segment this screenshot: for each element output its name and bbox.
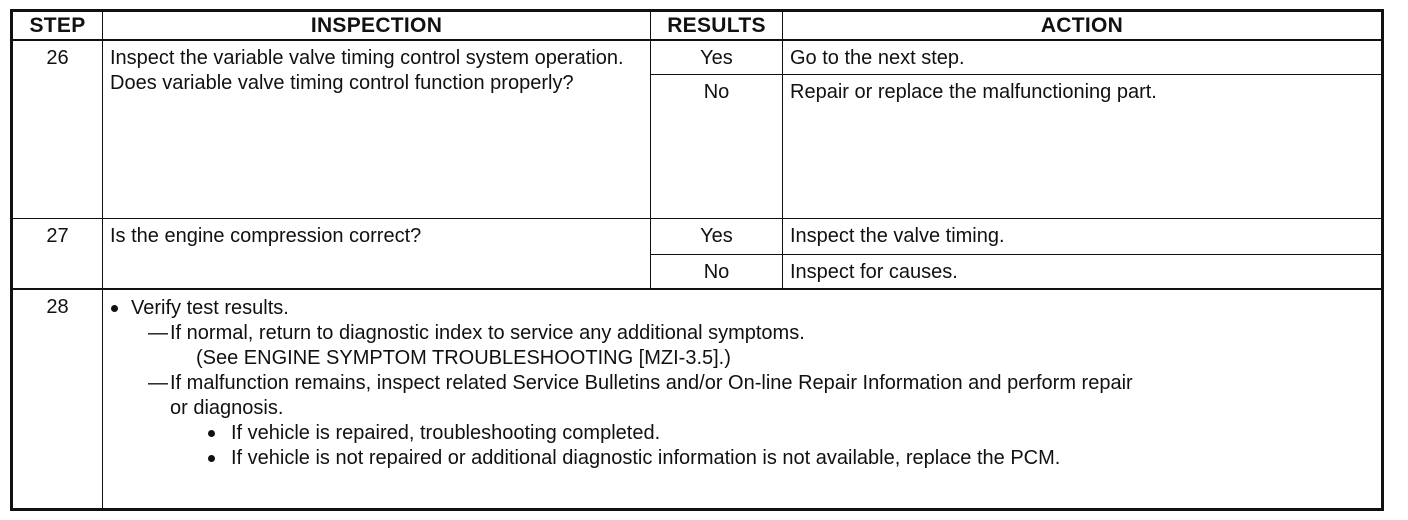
header-results: RESULTS [651,12,783,41]
result-no: No [651,75,783,219]
result-yes: Yes [651,219,783,255]
action-text: Inspect for causes. [783,255,1382,290]
inspection-question: Does variable valve timing control function properly? [110,72,574,94]
malfunction-text-continued: or diagnosis. [170,397,284,419]
repaired-text: If vehicle is repaired, troubleshooting completed. [231,422,661,444]
final-step-content [103,289,1382,509]
bullet-icon [208,455,215,462]
troubleshooting-table [12,11,1382,509]
header-action: ACTION [783,12,1382,41]
not-repaired-text: If vehicle is not repaired or additional diagnostic information is not available, replace the PCM. [231,447,1061,469]
not-repaired-bullet [148,446,1371,471]
verify-text: Verify test results. [131,297,289,319]
step-number-28: 28 [13,289,103,509]
malfunction-text: If malfunction remains, inspect related Service Bulletins and/or On-line Repair Information and perform repair [170,372,1133,394]
inspection-text: Inspect the variable valve timing control system operation. [110,47,624,69]
normal-text: If normal, return to diagnostic index to service any additional symptoms. [170,322,805,344]
dash-icon: — [148,322,168,344]
malfunction-branch [111,371,1371,471]
action-text: Repair or replace the malfunctioning part. [783,75,1382,219]
result-yes: Yes [651,40,783,75]
table-row-step-27-yes [13,219,1382,255]
header-inspection: INSPECTION [103,12,651,41]
inspection-question: Is the engine compression correct? [110,225,422,247]
reference-link-text: (See ENGINE SYMPTOM TROUBLESHOOTING [MZI-3.5].) [196,347,731,369]
bullet-icon [111,305,118,312]
header-row [13,12,1382,41]
header-step: STEP [13,12,103,41]
step-number-26: 26 [13,40,103,219]
result-no: No [651,255,783,290]
troubleshooting-table-sheet [10,9,1384,511]
table-row-step-28 [13,289,1382,509]
verify-bullet [111,296,1371,321]
normal-branch [111,321,1371,371]
inspection-step-27 [103,219,651,290]
step-number-27: 27 [13,219,103,290]
inspection-step-26 [103,40,651,219]
bullet-icon [208,430,215,437]
table-row-step-26-yes [13,40,1382,75]
dash-icon: — [148,372,168,394]
repaired-bullet [148,421,1371,446]
action-text: Go to the next step. [783,40,1382,75]
action-text: Inspect the valve timing. [783,219,1382,255]
